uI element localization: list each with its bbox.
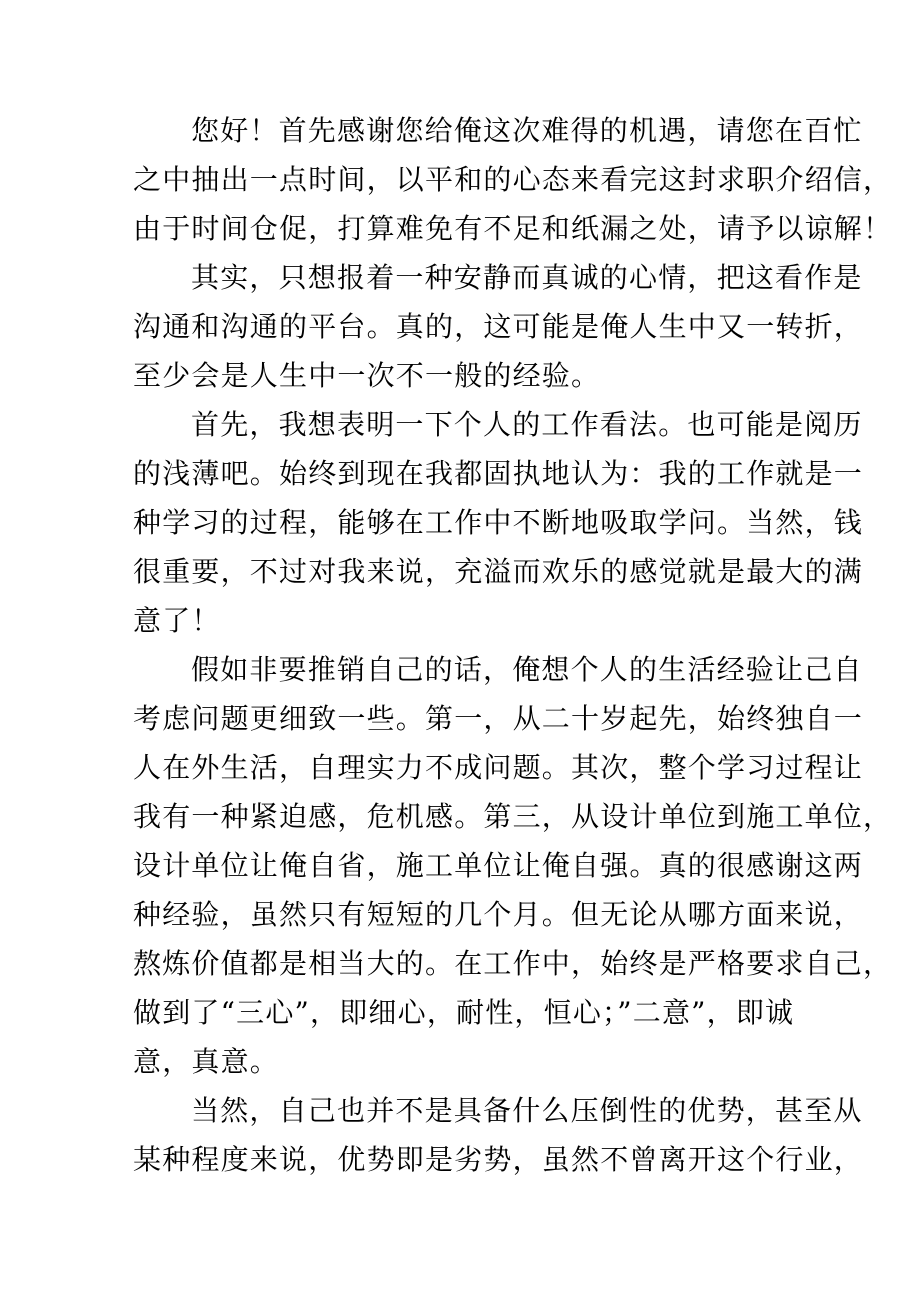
paragraph-4-line-5: 设计单位让俺自省，施工单位让俺自强。真的很感谢这两 <box>133 849 864 882</box>
paragraph-3-line-5: 意了！ <box>133 604 221 637</box>
paragraph-5-line-2: 某种程度来说，优势即是劣势，虽然不曾离开这个行业， <box>133 1143 864 1176</box>
paragraph-4-line-4: 我有一种紧迫感，危机感。第三，从设计单位到施工单位， <box>133 800 893 833</box>
paragraph-3-line-3: 种学习的过程，能够在工作中不断地吸取学问。当然，钱 <box>133 506 864 539</box>
paragraph-4-line-9: 意，真意。 <box>133 1045 280 1078</box>
paragraph-2-line-1: 其实，只想报着一种安静而真诚的心情，把这看作是 <box>191 261 863 294</box>
paragraph-4-line-7: 熬炼价值都是相当大的。在工作中，始终是严格要求自己， <box>133 947 893 980</box>
paragraph-3-line-1: 首先，我想表明一下个人的工作看法。也可能是阅历 <box>191 408 863 441</box>
paragraph-3-line-2: 的浅薄吧。始终到现在我都固执地认为：我的工作就是一 <box>133 457 864 490</box>
paragraph-2-line-3: 至少会是人生中一次不一般的经验。 <box>133 359 601 392</box>
paragraph-4-line-8: 做到了“三心”，即细心，耐性，恒心；”二意”，即诚 <box>133 996 795 1029</box>
paragraph-2-line-2: 沟通和沟通的平台。真的，这可能是俺人生中又一转折， <box>133 310 864 343</box>
paragraph-4-line-3: 人在外生活，自理实力不成问题。其次，整个学习过程让 <box>133 751 864 784</box>
paragraph-5-line-1: 当然，自己也并不是具备什么压倒性的优势，甚至从 <box>191 1094 863 1127</box>
paragraph-1-line-3: 由于时间仓促，打算难免有不足和纸漏之处，请予以谅解！ <box>133 212 893 245</box>
paragraph-1-line-1: 您好！首先感谢您给俺这次难得的机遇，请您在百忙 <box>191 114 863 147</box>
paragraph-4-line-2: 考虑问题更细致一些。第一，从二十岁起先，始终独自一 <box>133 702 864 735</box>
paragraph-4-line-1: 假如非要推销自己的话，俺想个人的生活经验让己自 <box>191 653 863 686</box>
paragraph-1-line-2: 之中抽出一点时间，以平和的心态来看完这封求职介绍信， <box>133 163 893 196</box>
paragraph-4-line-6: 种经验，虽然只有短短的几个月。但无论从哪方面来说， <box>133 898 864 931</box>
paragraph-3-line-4: 很重要，不过对我来说，充溢而欢乐的感觉就是最大的满 <box>133 555 864 588</box>
